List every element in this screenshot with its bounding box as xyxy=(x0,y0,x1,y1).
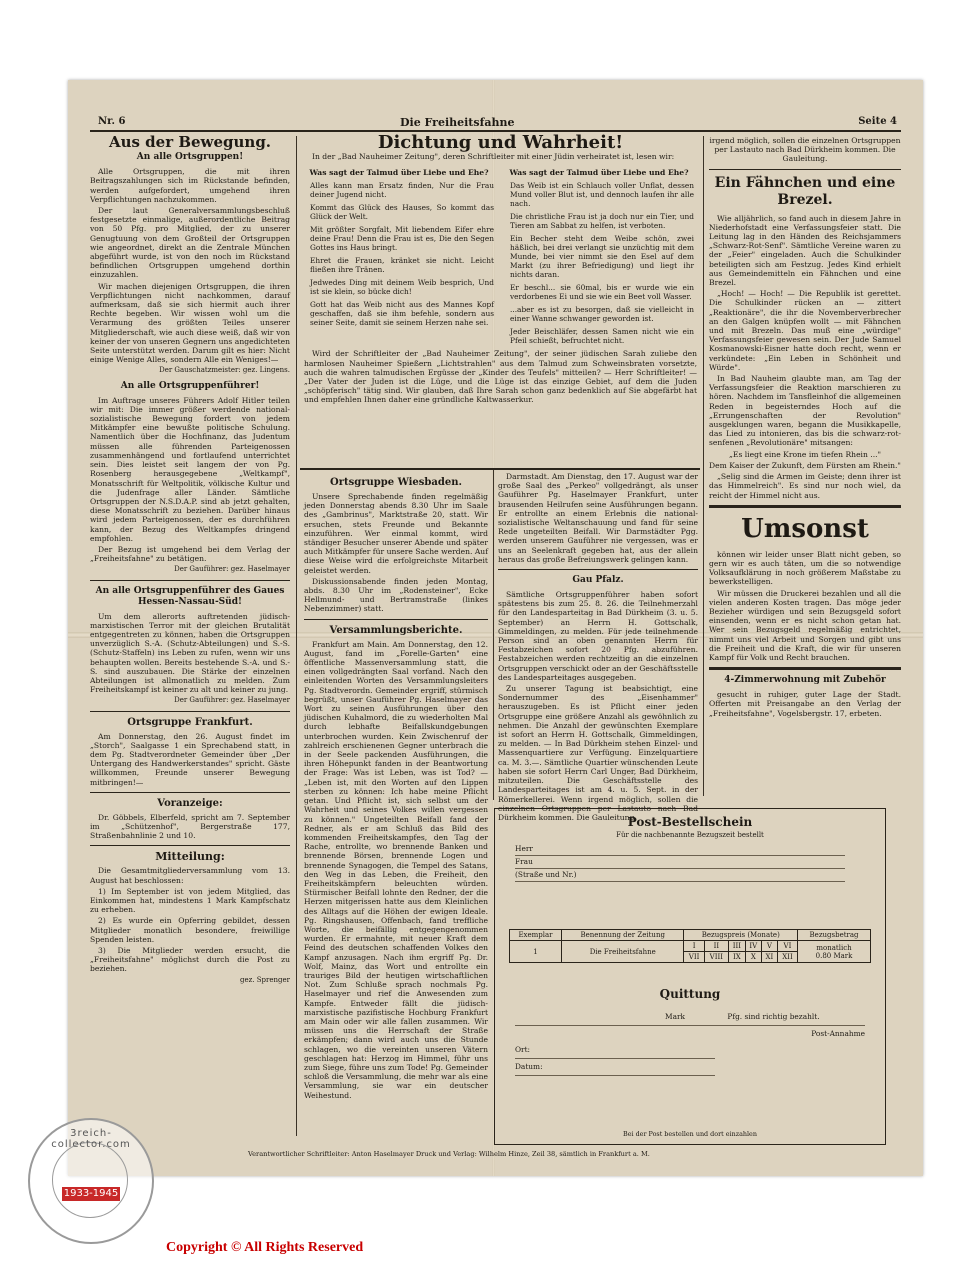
subscription-table xyxy=(509,929,871,963)
column-rule xyxy=(296,136,297,1136)
betrag-value xyxy=(798,941,871,963)
issue-number: Nr. 6 xyxy=(98,116,126,127)
paragraph: Der Bezug ist umgehend bei dem Verlag der „Freiheitsfahne" zu betätigen. xyxy=(90,544,290,564)
article-dichtung xyxy=(304,132,697,466)
heading: Voranzeige: xyxy=(157,797,223,809)
heading: Ein Fähnchen und eine Brezel. xyxy=(714,174,896,208)
poem-heading: Was sagt der Talmud über Liebe und Ehe? xyxy=(509,168,689,178)
divider xyxy=(90,711,290,712)
heading: Ortsgruppe Frankfurt. xyxy=(127,716,253,728)
divider xyxy=(498,569,698,570)
signature: Der Gauführer: gez. Haselmayer xyxy=(174,565,290,574)
divider xyxy=(709,505,901,508)
stanza: Er beschl... sie 60mal, bis er wurde wie ein verdorbenes Ei und sie wie ein Beet voll Wasser. xyxy=(510,283,694,302)
paragraph: Der laut Generalversammlungsbeschluß festgesetzte einmalige, außerordentliche Beitrag von 50 Pfg. pro Mitglied, der zu unserer Genugtuung von dem Großteil der Ortsgruppen wie angeordnet, direkt an die Zentrale München abgeführt wurde, ist von den noch im Rückstand befindlichen Ortsgruppen umgehend dorthin einzuzahlen. xyxy=(90,206,290,280)
datum-label: Datum: xyxy=(515,1059,715,1076)
stanza: Jeder Beischläfer, dessen Samen nicht wie ein Pfeil schießt, befruchtet nicht. xyxy=(510,327,694,346)
paragraph: Sämtliche Ortsgruppenführer haben sofort spätestens bis zum 25. 8. 26. die Teilnehmerzahl für den Landesparteitag in Bad Dürkheim (3. u. 5. September) an Herrn H. Gottschalk, Gimmeldingen, zu melden. Für jede teilnehmende Person sind an oben genannten Herrn für Festabzeichen sofort 20 Pfg. abzuführen. Festabzeichen werden rechtzeitig an die einzelnen Ortsgruppen verschickt oder an der Geschäftsstelle des Landesparteitages ausgegeben. xyxy=(498,590,698,682)
paragraph: können wir leider unser Blatt nicht geben, so gern wir es auch täten, um die so notwendige Volksaufklärung in noch größerem Maßstabe zu bewerkstelligen. xyxy=(709,549,901,587)
month-cell: IX xyxy=(729,952,746,963)
heading: Ortsgruppe Wiesbaden. xyxy=(329,477,462,488)
stanza: Das Weib ist ein Schlauch voller Unflat, dessen Mund voller Blut ist, und dennoch laufen ihr alle nach. xyxy=(510,181,694,209)
signature: Der Gauführer: gez. Haselmayer xyxy=(174,696,290,705)
paragraph: In Bad Nauheim glaubte man, am Tag der Verfassungsfeier die Reaktion marschieren zu hören. Nachdem im Tansfleinhof die allgemeinen Reden in begeisterndes Hoch auf die „Errungenschaften der Revolution" ausgeklungen waren, begann die Musikkapelle, das Lied zu intonieren, das bis die schwarz-rot-senfenen „Revolutionäre" mitsangen: xyxy=(709,374,901,448)
col-name: Benennung der Zeitung xyxy=(561,930,684,941)
newspaper-page xyxy=(68,80,923,1176)
paragraph: Darmstadt. Am Dienstag, den 17. August war der große Saal des „Perkeo" vollgedrängt, als unser Gauführer Pg. Haselmayer Frankfurt, unter brausenden Heilrufen seine Ausführungen begann. Er entrollte an einem Erlebnis die national-sozialistische Weltanschauung und fand für seine Rede ungeteilten Beifall. Wir Darmstädter Pgg. werden unserem Gauführer nie vergessen, was er uns an Seelenkraft gegeben hat, aus der allein heraus das große Befreiungswerk gelingen kann. xyxy=(498,472,698,564)
paragraph: „Selig sind die Armen im Geiste; denn ihrer ist das Himmelreich". Es sind nur noch wiel, da reicht der Himmel nicht aus. xyxy=(709,472,901,500)
heading: An alle Ortsgruppenführer des Gaues Hessen-Nassau-Süd! xyxy=(95,585,285,607)
paragraph: Zu unserer Tagung ist beabsichtigt, eine Sondernummer des „Eisenhammer" herauszugeben. Es ist Pflicht einer jeden Ortsgruppe eine größere Anzahl als gewöhnlich zu nehmen. Die Anzahl der gewünschten Exemplare ist sofort an Herrn H. Gottschalk, Gimmeldingen, zu melden. — In Bad Dürkheim stehen Einzel- und Massenquartiere zur Verfügung. Einzelquartiere ca. M. 3.—. Sämtliche Quartier wünschenden Leute haben sie sofort Herrn Carl Unger, Bad Dürkheim, mitzuteilen. Die Geschäftsstelle des Landesparteitages ist am 4. u. 5. Sept. in der Römerkellerei. Wenn irgend möglich, sollen die einzelnen Ortsgruppen per Lastauto nach Bad Dürkheim kommen. Die Gauleitung. xyxy=(498,684,698,822)
paragraph: „Hoch! — Hoch! — Die Republik ist gerettet. Die Schulkinder rücken an — zittert „Reaktionäre", die ihr die Novemberverbrecher an den Galgen knüpfen wollt — mit Fähnchen und mit Brezeln. Das muß eine „würdige" Verfassungsfeier gewesen sein. Der Jude Samuel Kosmanowski-Eisner hatte doch recht, wenn er verkündete: „Ein Leben in Schönheit und Würde". xyxy=(709,289,901,372)
form-title: Post-Bestellschein xyxy=(627,815,753,829)
month-cell: VIII xyxy=(704,952,728,963)
paragraph: Wird der Schriftleiter der „Bad Nauheimer Zeitung", der seiner jüdischen Sarah zuliebe den harmlosen Nauheimer Spießern „Lichtstrahlen" aus dem Talmud zum Schweinsbraten vorsetzte, auch die wahren talmudischen Ergüsse der „Kinder des Teufels" mitteilen? — Herr Schriftleiter! — „Der Vater der Juden ist die Lüge, und die Lüge ist das einzige Gebiet, auf dem die Juden „schöpferisch" tätig sind. Wir glauben, daß Ihre Sarah schon ganz bedenklich auf Sie abgefärbt hat und empfehlen Ihnen daher eine gründliche Kaltwasserkur. xyxy=(304,349,697,405)
field-herr: Herr xyxy=(515,843,845,856)
betrag-label: monatlich xyxy=(816,943,852,952)
page-number: Seite 4 xyxy=(858,116,897,127)
month-cell: XI xyxy=(761,952,777,963)
field-strasse: (Straße und Nr.) xyxy=(515,869,845,882)
paper-value: Die Freiheitsfahne xyxy=(561,941,684,963)
paragraph: Wir müssen die Druckerei bezahlen und all die vielen anderen Kosten tragen. Das möge jeder Bezieher würdigen und sein Bezugsgeld sofort einsenden, wenn er es nicht schon getan hat. Wer sein Bezugsgeld regelmäßig entrichtet, nimmt uns viel Arbeit und Sorgen und gibt uns die Freiheit und die Kraft, die wir für unseren Kampf für Volk und Recht brauchen. xyxy=(709,588,901,662)
address-lines xyxy=(515,843,885,882)
stanza: Ehret die Frauen, kränket sie nicht. Leicht fließen ihre Tränen. xyxy=(310,256,494,275)
quote: Dem Kaiser der Zukunft, dem Fürsten am Rhein." xyxy=(709,460,901,470)
stanza: Kommt das Glück des Hauses, So kommt das Glück der Welt. xyxy=(310,203,494,222)
copyright-notice: Copyright © All Rights Reserved xyxy=(166,1240,364,1255)
divider xyxy=(90,845,290,846)
column-bewegung xyxy=(90,133,290,1136)
month-cell: XII xyxy=(777,952,797,963)
field-frau: Frau xyxy=(515,856,845,869)
month-cell: II xyxy=(704,941,728,952)
paragraph: Wir machen diejenigen Ortsgruppen, die ihren Verpflichtungen nicht nachkommen, darauf aufmerksam, daß sie sich hiermit auch ihrer Rechte begeben. Wir wissen wohl um die Verarmung des größten Teiles unserer Mitgliederschaft, wie auch diese weiß, daß wir von keiner der von unseren Gegnern uns angedichteten Seite unterstützt werden. Darum gilt es hier: Nicht einige Wenige Alles, sondern Alle ein Weniges!— xyxy=(90,281,290,365)
annahme-label: Post-Annahme xyxy=(811,1029,865,1038)
paragraph: 2) Es wurde ein Opferring gebildet, dessen Mitglieder monatlich besondere, freiwillige Spenden leisten. xyxy=(90,916,290,944)
month-cell: VI xyxy=(777,941,797,952)
paragraph: Wie alljährlich, so fand auch in diesem Jahre in Niederhofstadt eine Verfassungsfeier statt. Die Leitung lag in den Händen des Reichsjammers „Schwarz-Rot-Senf". Sämtliche Vereine waren zu der „Feier" eingeladen. Auch die Schulkinder beteiligten sich am Festzug. Jedes Kind erhielt aus Gemeindemitteln ein Fähnchen und eine Brezel. xyxy=(709,213,901,288)
heading: Gau Pfalz. xyxy=(572,575,624,586)
divider xyxy=(90,792,290,793)
paragraph: Frankfurt am Main. Am Donnerstag, den 12. August, fand im „Forelle-Garten" eine öffentliche Massenversammlung statt, die einen vollgedrängten Saal vorfand. Nach den einleitenden Worten des Versammlungsleiters Pg. Stadtverordn. Gemeinder ergriff, stürmisch begrüßt, unser Gauführer Pg. Haselmayer das Wort zu seinen Ausführungen über den jüdischen Kuhalmord, die zu wiederholten Mal durch lebhafte Beifallskundgebungen unterbrochen wurden. Kein Zwischenruf der zahlreich erschienenen Gegner unterbrach die in der Seele packenden Ausführungen, die ihren Höhepunkt fanden in der Beantwortung der Frage: Was ist Leben, was ist Tod? — „Leben ist, mit den Worten auf den Lippen sterben zu können: Ich habe meine Pflicht getan. Und Pflicht ist, sich selbst um der Wahrheit und seines Volkes willen vergessen zu können." Ungeteilten Beifall fand der Redner, als er am Schluß das Bild des kommenden Freiheitskampfes, den Tag der Rache, entrollte, wo brennende Banken und brennende Börsen, brennende Logen und brennende Synagogen, die Tempel des Satans, den Weg in das Leben, die Freiheit, den Freiheitskämpfern beleuchten würden. Stürmischer Beifall lohnte den Redner, der die Herzen mitgerissen hatte aus dem Kleinlichen des Alltags auf die Höhen der ewigen Ideale. Pg. Ringshausen, Offenbach, fand treffliche Worte, die beifällig entgegengenommen wurden. Er ermahnte, mit neuer Kraft dem Feind des deutschen schaffenden Volkes den Kampf anzusagen. Nach ihm ergriff Pg. Dr. Wolf, Mainz, das Wort und entrollte ein trauriges Bild der heutigen wirtschaftlichen Not. Zum Schluße sprach nochmals Pg. Haselmayer und rief die Anwesenden zum Kampfe. Entweder fällt die jüdisch-marxistische pazifistische Hochburg Frankfurt am Main oder wir alle fallen zusammen. Wir müssen uns die Herrschaft der Straße erkämpfen; dann wird auch uns die Stunde schlagen, wo die vereinten unseren Vätern geschlagen hat: Herzog im Himmel, führ uns zum Siege, führe uns zum Tode! Pg. Gemeinder schloß die Versammlung, die mehr war als eine Versammlung, sie war ein deutscher Weihestund. xyxy=(304,639,488,1100)
month-cell: V xyxy=(761,941,777,952)
stanza: Jedwedes Ding mit deinem Weib besprich, Und ist sie klein, so bücke dich! xyxy=(310,278,494,297)
stanza: Die christliche Frau ist ja doch nur ein Tier, und Tieren am Sabbat zu helfen, ist verboten. xyxy=(510,212,694,231)
post-order-form xyxy=(494,808,886,1145)
signature: gez. Sprenger xyxy=(239,975,290,984)
paragraph: irgend möglich, sollen die einzelnen Ortsgruppen per Lastauto nach Bad Dürkheim kommen. Die Gauleitung. xyxy=(709,136,901,164)
paragraph: Am Donnerstag, den 26. August findet im „Storch", Saalgasse 1 ein Sprechabend statt, in dem Pg. Stadtverordneter Gemeinder über „Der Untergang des Handwerkerstandes" spricht. Gäste willkommen, Freunde unserer Bewegung mitbringen!— xyxy=(90,731,290,787)
form-subtitle: Für die nachbenannte Bezugszeit bestellt xyxy=(616,831,764,839)
paper-name: Die Freiheitsfahne xyxy=(400,116,515,129)
column-right xyxy=(709,136,901,796)
paragraph: 3) Die Mitglieder werden ersucht, die „Freiheitsfahne" möglichst durch die Post zu beziehen. xyxy=(90,946,290,974)
month-cell: III xyxy=(729,941,746,952)
mark-label: Mark xyxy=(665,1012,685,1021)
imprint: Verantwortlicher Schriftleiter: Anton Haselmayer Druck und Verlag: Wilhelm Hinze, Zeil 38, sämtlich in Frankfurt a. M. xyxy=(248,1150,650,1158)
ort-label: Ort: xyxy=(515,1042,715,1059)
quittung-heading: Quittung xyxy=(659,987,721,1001)
divider xyxy=(304,619,488,620)
paragraph: gesucht in ruhiger, guter Lage der Stadt. Offerten mit Preisangabe an den Verlag der „Freiheitsfahne", Vogelsbergstr. 17, erbeten. xyxy=(709,690,901,718)
paragraph: 1) Im September ist von jedem Mitglied, das Einkommen hat, mindestens 1 Mark Kampfschatz zu erheben. xyxy=(90,886,290,915)
heading: An alle Ortsgruppen! xyxy=(136,152,244,163)
section-title: Aus der Bewegung. xyxy=(108,133,272,151)
watermark-stamp xyxy=(28,1118,154,1244)
stanza: Mit größter Sorgfalt, Mit liebendem Eifer ehre deine Frau! Denn die Frau ist es, Die den Segen Gottes ins Haus bringt. xyxy=(310,225,494,253)
paragraph: Dr. Göbbels, Elberfeld, spricht am 7. September im „Schützenhof", Bergerstraße 177, Straßenbahnlinie 2 und 10. xyxy=(90,812,290,841)
masthead xyxy=(90,114,901,132)
column-rule xyxy=(493,470,494,800)
month-cell: X xyxy=(745,952,761,963)
stamp-years: 1933-1945 xyxy=(63,1188,119,1199)
column-wiesbaden xyxy=(304,472,488,1132)
paragraph: Unsere Sprechabende finden regelmäßig jeden Donnerstag abends 8.30 Uhr im Saale des „Gambrinus", Marktstraße 20, statt. Wir ersuchen, stets Freunde und Bekannte einzuführen. Wer einmal kommt, wird ständiger Besucher unserer Abende und später auch Mitkämpfer für unsere Sache werden. Auf diese Weise wird die erfolgreichste Mitarbeit geleistet werden. xyxy=(304,492,488,575)
heading: 4-Zimmerwohnung mit Zubehör xyxy=(724,675,886,686)
stamp-ring xyxy=(52,1142,128,1218)
quote: „Es liegt eine Krone im tiefen Rhein ..." xyxy=(728,449,882,459)
divider xyxy=(90,580,290,581)
stanza: Ein Becher steht dem Weibe schön, zwei häßlich, bei drei verlangt sie unzüchtig mit dem Munde, bei vier nimmt sie den Esel auf dem Markt (zu ihrer Befriedigung) und liegt ihr nichts daran. xyxy=(510,234,694,280)
paragraph: In der „Bad Nauheimer Zeitung", deren Schriftleiter mit einer Jüdin verheiratet ist, lesen wir: xyxy=(312,152,675,162)
column-rule xyxy=(703,136,704,796)
divider xyxy=(300,468,700,470)
stanza: Alles kann man Ersatz finden, Nur die Frau deiner Jugend nicht. xyxy=(310,181,494,200)
pfg-label: Pfg. sind richtig bezahlt. xyxy=(727,1012,820,1021)
quittung-lines xyxy=(515,1009,865,1076)
stanza: ...aber es ist zu besorgen, daß sie vielleicht in einer Wanne schwanger geworden ist. xyxy=(510,305,694,324)
betrag-amount: 0.80 Mark xyxy=(815,951,853,960)
poem-left xyxy=(304,163,494,349)
poem-heading: Was sagt der Talmud über Liebe und Ehe? xyxy=(309,168,489,178)
paragraph: Die Gesamtmitgliederversammlung vom 13. August hat beschlossen: xyxy=(90,866,290,885)
heading: Mitteilung: xyxy=(155,850,225,864)
col-exemplar: Exemplar xyxy=(510,930,562,941)
column-pfalz xyxy=(498,472,698,822)
exemplar-value: 1 xyxy=(510,941,562,963)
stanza: Gott hat das Weib nicht aus des Mannes Kopf geschaffen, daß sie ihm befehle, sondern aus seiner Seite, damit sie seinem Herzen nahe sei. xyxy=(310,300,494,328)
paragraph: Alle Ortsgruppen, die mit ihren Beitragszahlungen sich im Rückstande befinden, werden aufgefordert, umgehend ihren Verpflichtungen nachzukommen. xyxy=(90,167,290,204)
paragraph: Um dem allerorts auftretenden jüdisch-marxistischen Terror mit der gleichen Brutalität entgegentreten zu können, haben die Ortsgruppen unverzüglich S.-A. (Schutz-Abteilungen) und S.-S. (Schutz-Staffeln) ins Leben zu rufen, wenn wir uns behaupten wollen. Bereits bestehende S.-A. und S.-S. sind auszubauen. Die Stärke der einzelnen Abteilungen ist allmonatlich zu melden. Zum Freiheitskampf ist keiner zu alt und keiner zu jung. xyxy=(90,611,290,695)
article-title: Dichtung und Wahrheit! xyxy=(377,132,624,153)
stamp-text: 3reich-collector.com xyxy=(51,1128,131,1150)
divider xyxy=(709,169,901,170)
paragraph: Diskussionsabende finden jeden Montag, abds. 8.30 Uhr im „Rodensteiner", Ecke Hellmund- und Bertramstraße (linkes Nebenzimmer) statt. xyxy=(304,576,488,614)
poem-right xyxy=(504,163,694,349)
month-cell: IV xyxy=(745,941,761,952)
heading: Versammlungsberichte. xyxy=(329,624,463,636)
month-cell: VII xyxy=(684,952,704,963)
month-cell: I xyxy=(684,941,704,952)
form-note: Bei der Post bestellen und dort einzahlen xyxy=(623,1130,757,1138)
umsonst-heading: Umsonst xyxy=(741,513,869,544)
col-preis: Bezugspreis (Monate) xyxy=(684,930,798,941)
divider xyxy=(709,667,901,670)
heading: An alle Ortsgruppenführer! xyxy=(120,380,260,391)
col-betrag: Bezugsbetrag xyxy=(798,930,871,941)
signature: Der Gauschatzmeister: gez. Lingens. xyxy=(159,366,290,375)
paragraph: Im Auftrage unseres Führers Adolf Hitler teilen wir mit: Die immer größer werdende national-sozialistische Bewegung fordert von jedem Mitkämpfer eine bewußte politische Schulung. Namentlich über die Hochfinanz, das Judentum müssen alle führenden Parteigenossen zusammenhängend und fortlaufend unterrichtet sein. Dies leistet seit langem der von Pg. Rosenberg herausgegebene „Weltkampf", Monatsschrift für Weltpolitik, völkische Kultur und die Judenfrage aller Länder. Sämtliche Ortsgruppen der N.S.D.A.P. sind ab jetzt gehalten, diese Monatsschrift zu beziehen. Darüber hinaus wird jedem Parteigenossen, der es durchführen kann, der Bezug des Weltkampfes dringend empfohlen. xyxy=(90,395,290,543)
